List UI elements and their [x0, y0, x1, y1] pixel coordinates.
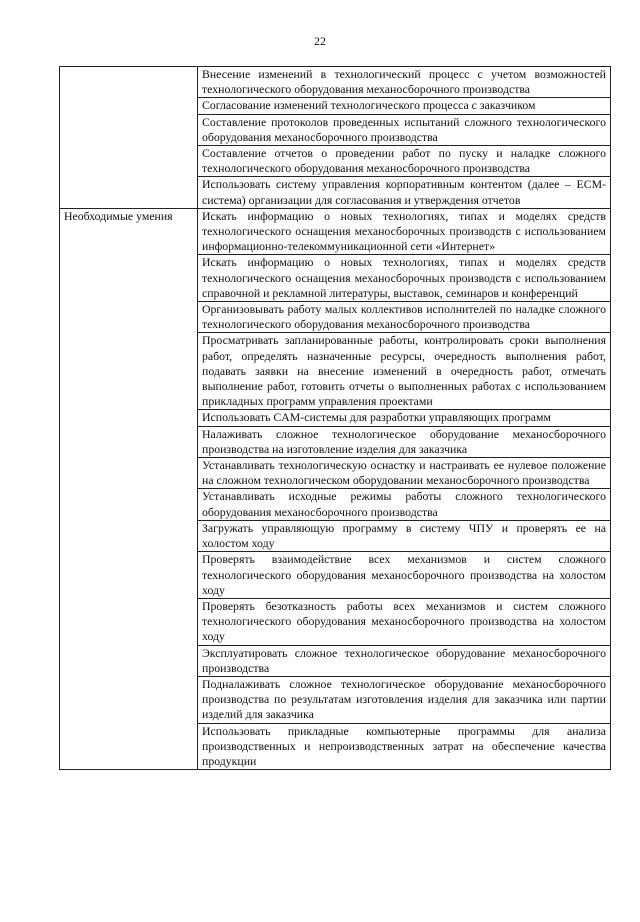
table-row — [60, 67, 611, 98]
list-item: Использовать прикладные компьютерные программы для анализа производственных и непроизводственных затрат на обеспечение качества продукции — [198, 723, 611, 770]
list-item: Использовать систему управления корпоративным контентом (далее – ECM-система) организации для согласования и утверждения отчетов — [198, 177, 611, 208]
page-number: 22 — [314, 34, 326, 48]
section-label — [60, 67, 198, 209]
list-item: Устанавливать исходные режимы работы сложного технологического оборудования механосборочного производства — [198, 489, 611, 520]
list-item: Искать информацию о новых технологиях, типах и моделях средств технологического оснащения механосборочных производств с использованием информационно-телекоммуникационной сети «Интернет» — [198, 208, 611, 255]
list-item: Организовывать работу малых коллективов исполнителей по наладке сложного технологического оборудования механосборочного производства — [198, 302, 611, 333]
list-item: Согласование изменений технологического процесса с заказчиком — [198, 98, 611, 114]
list-item: Составление протоколов проведенных испытаний сложного технологического оборудования механосборочного производства — [198, 114, 611, 145]
list-item: Просматривать запланированные работы, контролировать сроки выполнения работ, определять назначенные ресурсы, очередность выполнения работ, подавать заявки на внесение изменений в очередность работ, отмечать выполнение работ, готовить отчеты о выполненных работах с использованием прикладных программ управления проектами — [198, 333, 611, 410]
list-item: Искать информацию о новых технологиях, типах и моделях средств технологического оснащения механосборочных производств с использованием справочной и рекламной литературы, выставок, семинаров и конференций — [198, 255, 611, 302]
list-item: Внесение изменений в технологический процесс с учетом возможностей технологического оборудования механосборочного производства — [198, 67, 611, 98]
table-row — [60, 208, 611, 255]
section-label: Необходимые умения — [60, 208, 198, 769]
competency-table — [59, 66, 611, 770]
list-item: Использовать CAM-системы для разработки управляющих программ — [198, 410, 611, 426]
list-item: Налаживать сложное технологическое оборудование механосборочного производства на изготовление изделия для заказчика — [198, 426, 611, 457]
list-item: Составление отчетов о проведении работ по пуску и наладке сложного технологического оборудования механосборочного производства — [198, 146, 611, 177]
list-item: Проверять безотказность работы всех механизмов и систем сложного технологического оборудования механосборочного производства на холостом ходу — [198, 598, 611, 645]
list-item: Загружать управляющую программу в систему ЧПУ и проверять ее на холостом ходу — [198, 520, 611, 551]
list-item: Устанавливать технологическую оснастку и настраивать ее нулевое положение на сложном технологическом оборудовании механосборочного производства — [198, 458, 611, 489]
list-item: Проверять взаимодействие всех механизмов и систем сложного технологического оборудования механосборочного производства на холостом ходу — [198, 552, 611, 599]
list-item: Эксплуатировать сложное технологическое оборудование механосборочного производства — [198, 645, 611, 676]
list-item: Подналаживать сложное технологическое оборудование механосборочного производства по результатам изготовления изделия для заказчика или партии изделий для заказчика — [198, 676, 611, 723]
